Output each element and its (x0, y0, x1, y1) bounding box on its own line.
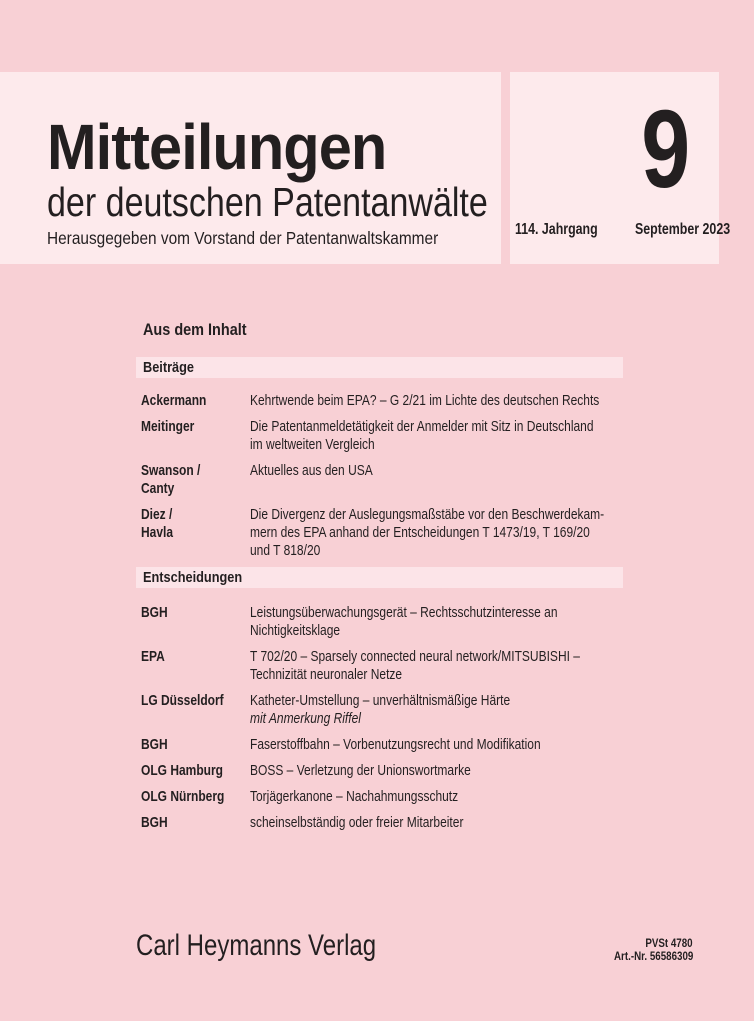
entry-text (250, 788, 623, 806)
entry-text-content: mit Anmerkung Riffel (250, 710, 361, 727)
entry-label-text: LG Düsseldorf (141, 692, 224, 709)
entry-label (141, 392, 250, 410)
toc-heading: Aus dem Inhalt (143, 320, 247, 339)
journal-subtitle: der deutschen Patentanwälte (47, 179, 488, 225)
entry-text-line (250, 788, 623, 806)
entry-label-text: OLG Nürnberg (141, 788, 225, 805)
toc-entry (141, 814, 623, 832)
section-label: Entscheidungen (143, 569, 243, 586)
entry-label-text: Canty (141, 480, 175, 497)
entry-text-content: im weltweiten Vergleich (250, 436, 375, 453)
entry-text (250, 392, 687, 410)
entry-text-line (250, 736, 623, 754)
entry-text-content: Nichtigkeitsklage (250, 622, 341, 639)
entry-text-line (250, 542, 693, 560)
entry-label-line (141, 392, 250, 410)
entry-label-line (141, 762, 250, 780)
entry-label (141, 788, 250, 806)
entry-label (141, 692, 250, 728)
section-entries (136, 588, 623, 839)
entry-text-line (250, 418, 679, 436)
toc-entry (141, 392, 623, 410)
entry-text-line (250, 462, 623, 480)
volume-line (515, 221, 754, 238)
entry-text-content: Die Divergenz der Auslegungsmaßstäbe vor den Beschwerdekam- (250, 506, 605, 523)
entry-text-line (250, 710, 623, 728)
entry-text-content: scheinselbständig oder freier Mitarbeiter (250, 814, 464, 831)
entry-label (141, 604, 250, 640)
toc-entry (141, 462, 623, 498)
entry-label-text: BGH (141, 736, 168, 753)
toc-entry (141, 736, 623, 754)
entry-label (141, 762, 250, 780)
entry-text (250, 506, 693, 560)
toc-sections (136, 357, 623, 839)
issue-number: 9 (641, 88, 690, 211)
entry-text (250, 604, 634, 640)
entry-text-line (250, 648, 662, 666)
entry-label-text: Diez / (141, 506, 173, 523)
entry-text (250, 762, 623, 780)
entry-label (141, 418, 250, 454)
entry-text (250, 736, 623, 754)
entry-label-line (141, 788, 250, 806)
section-label: Beiträge (143, 359, 195, 376)
entry-label-line (141, 814, 250, 832)
pvst-code: PVSt 4780 (645, 938, 693, 950)
entry-text-line (250, 692, 623, 710)
entry-label-line (141, 480, 250, 498)
toc-entry (141, 506, 623, 560)
entry-label-line (141, 736, 250, 754)
section-entries (136, 378, 623, 567)
entry-label (141, 814, 250, 832)
entry-label-text: EPA (141, 648, 165, 665)
entry-label-text: BGH (141, 814, 168, 831)
print-codes (600, 938, 693, 964)
entry-text-content: Torjägerkanone – Nachahmungsschutz (250, 788, 459, 805)
entry-text-content: Technizität neuronaler Netze (250, 666, 403, 683)
entry-label-line (141, 418, 250, 436)
entry-label (141, 736, 250, 754)
entry-text-line (250, 506, 693, 524)
entry-label-line (141, 462, 250, 480)
journal-title: Mitteilungen (47, 111, 387, 183)
entry-text-content: Kehrtwende beim EPA? – G 2/21 im Lichte des deutschen Rechts (250, 392, 600, 409)
entry-label (141, 648, 250, 684)
section-band (136, 357, 623, 378)
entry-text-content: T 702/20 – Sparsely connected neural network/MITSUBISHI – (250, 648, 580, 665)
entry-text-content: Die Patentanmeldetätigkeit der Anmelder mit Sitz in Deutschland (250, 418, 594, 435)
entry-label (141, 506, 250, 560)
entry-label-text: Swanson / (141, 462, 201, 479)
entry-label-line (141, 692, 250, 710)
masthead-panel (0, 72, 501, 264)
toc-entry (141, 604, 623, 640)
toc-entry (141, 418, 623, 454)
entry-text (250, 814, 623, 832)
entry-text-content: Leistungsüberwachungsgerät – Rechtsschutzinteresse an (250, 604, 558, 621)
entry-label-line (141, 648, 250, 666)
entry-text-line (250, 622, 634, 640)
entry-text-line (250, 524, 693, 542)
entry-label-text: BGH (141, 604, 168, 621)
section-band (136, 567, 623, 588)
entry-label-text: Havla (141, 524, 174, 541)
entry-text (250, 692, 623, 728)
publisher-name: Carl Heymanns Verlag (136, 929, 377, 962)
toc-entry (141, 788, 623, 806)
entry-text (250, 462, 623, 498)
date-text: September 2023 (635, 221, 731, 238)
entry-text-line (250, 436, 679, 454)
entry-text-content: Faserstoffbahn – Vorbenutzungsrecht und Modifikation (250, 736, 541, 753)
journal-tagline: Herausgegeben vom Vorstand der Patentanwaltskammer (47, 228, 439, 248)
entry-text (250, 648, 662, 684)
entry-label-text: Meitinger (141, 418, 195, 435)
entry-text-line (250, 814, 623, 832)
toc-entry (141, 648, 623, 684)
entry-label (141, 462, 250, 498)
toc (136, 319, 623, 839)
entry-label-line (141, 524, 250, 542)
entry-label-text: OLG Hamburg (141, 762, 224, 779)
entry-text-content: und T 818/20 (250, 542, 321, 559)
toc-entry (141, 692, 623, 728)
entry-text (250, 418, 679, 454)
volume-text: 114. Jahrgang (515, 221, 598, 238)
entry-label-text: Ackermann (141, 392, 207, 409)
entry-text-line (250, 604, 634, 622)
entry-label-line (141, 506, 250, 524)
entry-label-line (141, 604, 250, 622)
entry-text-content: mern des EPA anhand der Entscheidungen T 1473/19, T 169/20 (250, 524, 590, 541)
entry-text-line (250, 392, 687, 410)
toc-entry (141, 762, 623, 780)
art-nr-code: Art.-Nr. 56586309 (613, 951, 693, 963)
entry-text-content: BOSS – Verletzung der Unionswortmarke (250, 762, 471, 779)
entry-text-content: Aktuelles aus den USA (250, 462, 373, 479)
entry-text-content: Katheter-Umstellung – unverhältnismäßige Härte (250, 692, 511, 709)
entry-text-line (250, 762, 623, 780)
entry-text-line (250, 666, 662, 684)
